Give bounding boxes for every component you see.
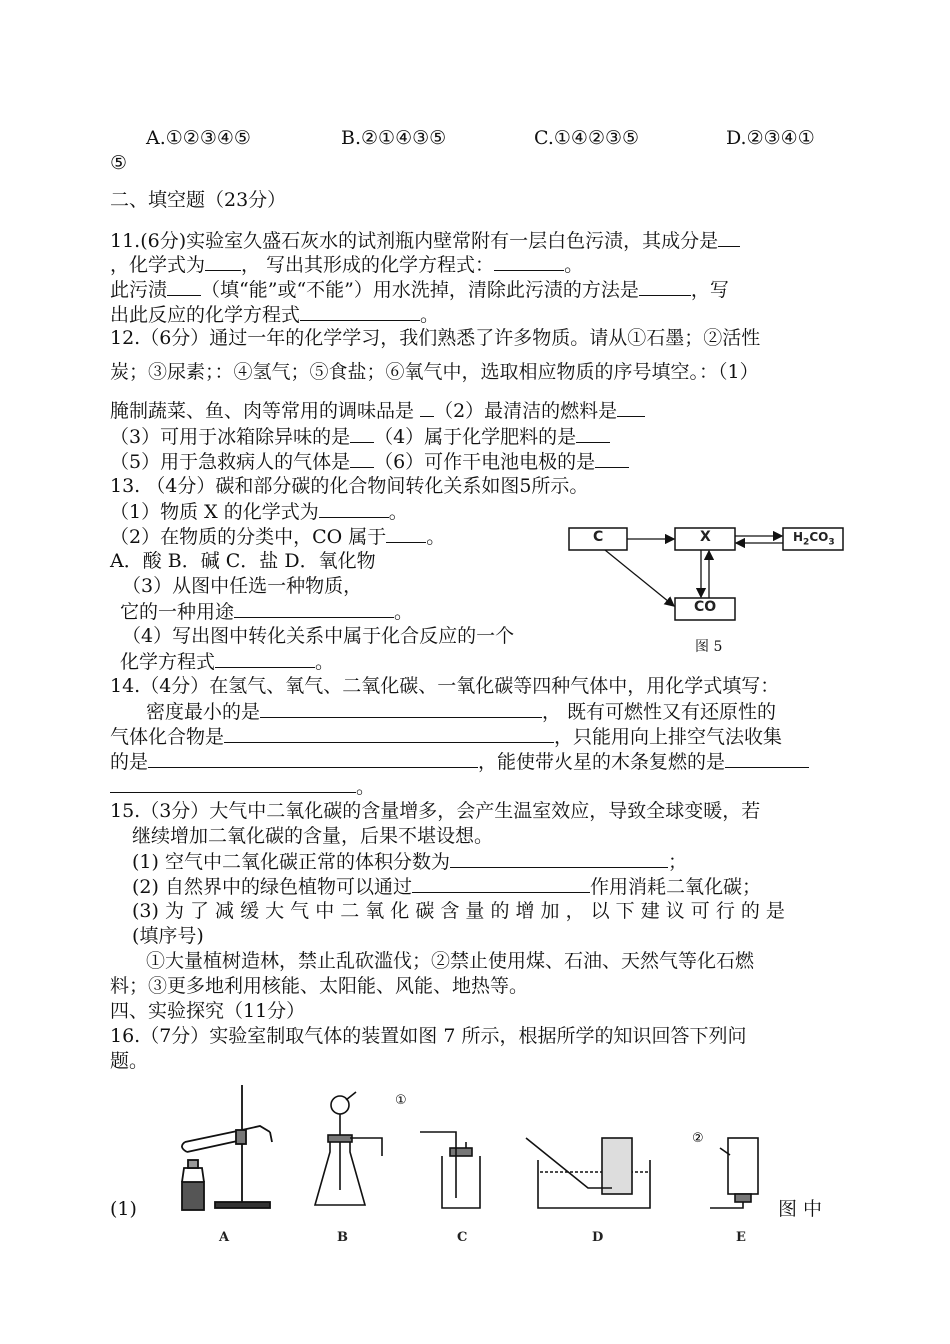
blank[interactable] (319, 499, 389, 518)
q14-line5: 。 (110, 774, 375, 799)
blank[interactable] (617, 398, 645, 417)
q15-line2: 继续增加二氧化碳的含量，后果不堪设想。 (132, 825, 494, 847)
q11-line4: 出此反应的化学方程式 。 (110, 304, 440, 326)
q16-line2: 题。 (110, 1050, 149, 1072)
apparatus-c (420, 1132, 480, 1208)
q13-line8: 化学方程式 。 (120, 651, 335, 673)
section-4-title: 四、实验探究（11分） (110, 1000, 306, 1022)
q11-line1: 11.(6分)实验室久盛石灰水的试剂瓶内壁常附有一层白色污渍，其成分是 (110, 228, 740, 253)
blank[interactable] (260, 699, 542, 718)
blank[interactable] (110, 774, 356, 793)
option-a: A.①②③④⑤ (146, 127, 251, 149)
apparatus-d (526, 1138, 650, 1208)
q15-line5: (3) 为 了 减 缓 大 气 中 二 氧 化 碳 含 量 的 增 加 ， 以 下 建 议 可 行 的 是 (132, 900, 785, 922)
q14-line1: 14.（4分）在氢气、氧气、二氧化碳、一氧化碳等四种气体中，用化学式填写： (110, 675, 780, 697)
option-b: B.②①④③⑤ (341, 127, 447, 149)
blank[interactable] (725, 749, 809, 768)
option-d: D.②③④① (726, 127, 815, 149)
q10-options (146, 126, 846, 150)
label-a: A (219, 1230, 230, 1245)
blank[interactable] (205, 252, 241, 271)
blank[interactable] (386, 524, 426, 543)
blank[interactable] (576, 424, 610, 443)
apparatus-e (710, 1138, 758, 1208)
blank[interactable] (300, 302, 420, 321)
q12-line1: 12.（6分）通过一年的化学学习，我们熟悉了许多物质。请从①石墨；②活性 (110, 327, 761, 349)
section-2-title: 二、填空题（23分） (110, 189, 287, 211)
blank[interactable] (595, 449, 629, 468)
q14-line2: 密度最小的是 ， 既有可燃性又有还原性的 (146, 701, 777, 723)
blank[interactable] (420, 398, 434, 417)
label-c: C (593, 529, 604, 545)
label-h2co3: $H_2CO_3$ (793, 530, 835, 548)
blank[interactable] (350, 449, 374, 468)
figure-5-caption: 图 5 (695, 639, 723, 655)
q13-line5: （3）从图中任选一种物质， (122, 575, 363, 597)
q12-line4: （3）可用于冰箱除异味的是 （4）属于化学肥料的是 (110, 424, 610, 449)
blank[interactable] (494, 252, 564, 271)
label-c-apparatus: C (457, 1230, 468, 1245)
q15-line7: ①大量植树造林，禁止乱砍滥伐；②禁止使用煤、石油、天然气等化石燃 (146, 950, 755, 972)
label-b: B (337, 1230, 348, 1245)
blank[interactable] (412, 874, 590, 893)
label-x: X (700, 529, 711, 545)
blank[interactable] (215, 649, 315, 668)
q14-line4: 的是 ，能使带火星的木条复燃的是 (110, 749, 809, 774)
q16-part1-trail: 图 中 (778, 1198, 823, 1220)
q15-line6: (填序号) (132, 925, 204, 947)
apparatus-figure (160, 1080, 780, 1220)
q13-line3: （2）在物质的分类中，CO 属于 。 (110, 526, 446, 548)
q11-line2: ，化学式为 ， 写出其形成的化学方程式： 。 (110, 254, 584, 276)
q13-line1: 13. （4分）碳和部分碳的化合物间转化关系如图5所示。 (110, 475, 589, 497)
label-d: D (592, 1230, 604, 1245)
q15-line4: (2) 自然界中的绿色植物可以通过 作用消耗二氧化碳； (132, 876, 761, 898)
blank[interactable] (718, 228, 740, 247)
apparatus-a (182, 1085, 272, 1210)
q12-line5: （5）用于急救病人的气体是 （6）可作干电池电极的是 (110, 449, 629, 474)
label-co: CO (694, 599, 717, 615)
q13-line7: （4）写出图中转化关系中属于化合反应的一个 (122, 625, 515, 647)
label-e: E (736, 1230, 746, 1245)
blank[interactable] (224, 724, 554, 743)
q12-line3: 腌制蔬菜、鱼、肉等常用的调味品是 （2）最清洁的燃料是 (110, 398, 645, 423)
q13-line6: 它的一种用途 。 (120, 601, 414, 623)
q16-part1-label: (1) (110, 1198, 137, 1220)
q12-line2: 炭；③尿素；：④氢气；⑤食盐；⑥氧气中，选取相应物质的序号填空。：（1） (110, 361, 759, 383)
arrow-c-to-co (605, 550, 674, 606)
marker-1: ① (395, 1093, 407, 1108)
blank[interactable] (167, 277, 201, 296)
q15-line1: 15.（3分）大气中二氧化碳的含量增多，会产生温室效应，导致全球变暖，若 (110, 800, 761, 822)
apparatus-b (315, 1092, 382, 1205)
blank[interactable] (639, 277, 691, 296)
q16-line1: 16.（7分）实验室制取气体的装置如图 7 所示，根据所学的知识回答下列问 (110, 1025, 747, 1047)
blank[interactable] (234, 599, 394, 618)
option-d-continued: ⑤ (110, 152, 128, 174)
q15-line3: (1) 空气中二氧化碳正常的体积分数为 ； (132, 851, 687, 873)
blank[interactable] (148, 749, 478, 768)
blank[interactable] (450, 849, 668, 868)
marker-2: ② (692, 1131, 704, 1146)
q11-line3: 此污渍 （填“能”或“不能”）用水洗掉，清除此污渍的方法是 ，写 (110, 279, 729, 301)
option-c: C.①④②③⑤ (534, 127, 640, 149)
figure-5-diagram (565, 518, 855, 658)
q13-choices: A．酸 B．碱 C．盐 D．氧化物 (110, 550, 376, 572)
q14-line3: 气体化合物是 ，只能用向上排空气法收集 (110, 726, 783, 748)
q15-line8: 料；③更多地利用核能、太阳能、风能、地热等。 (110, 975, 529, 997)
blank[interactable] (350, 424, 374, 443)
q13-line2: （1）物质 X 的化学式为 。 (110, 501, 408, 523)
